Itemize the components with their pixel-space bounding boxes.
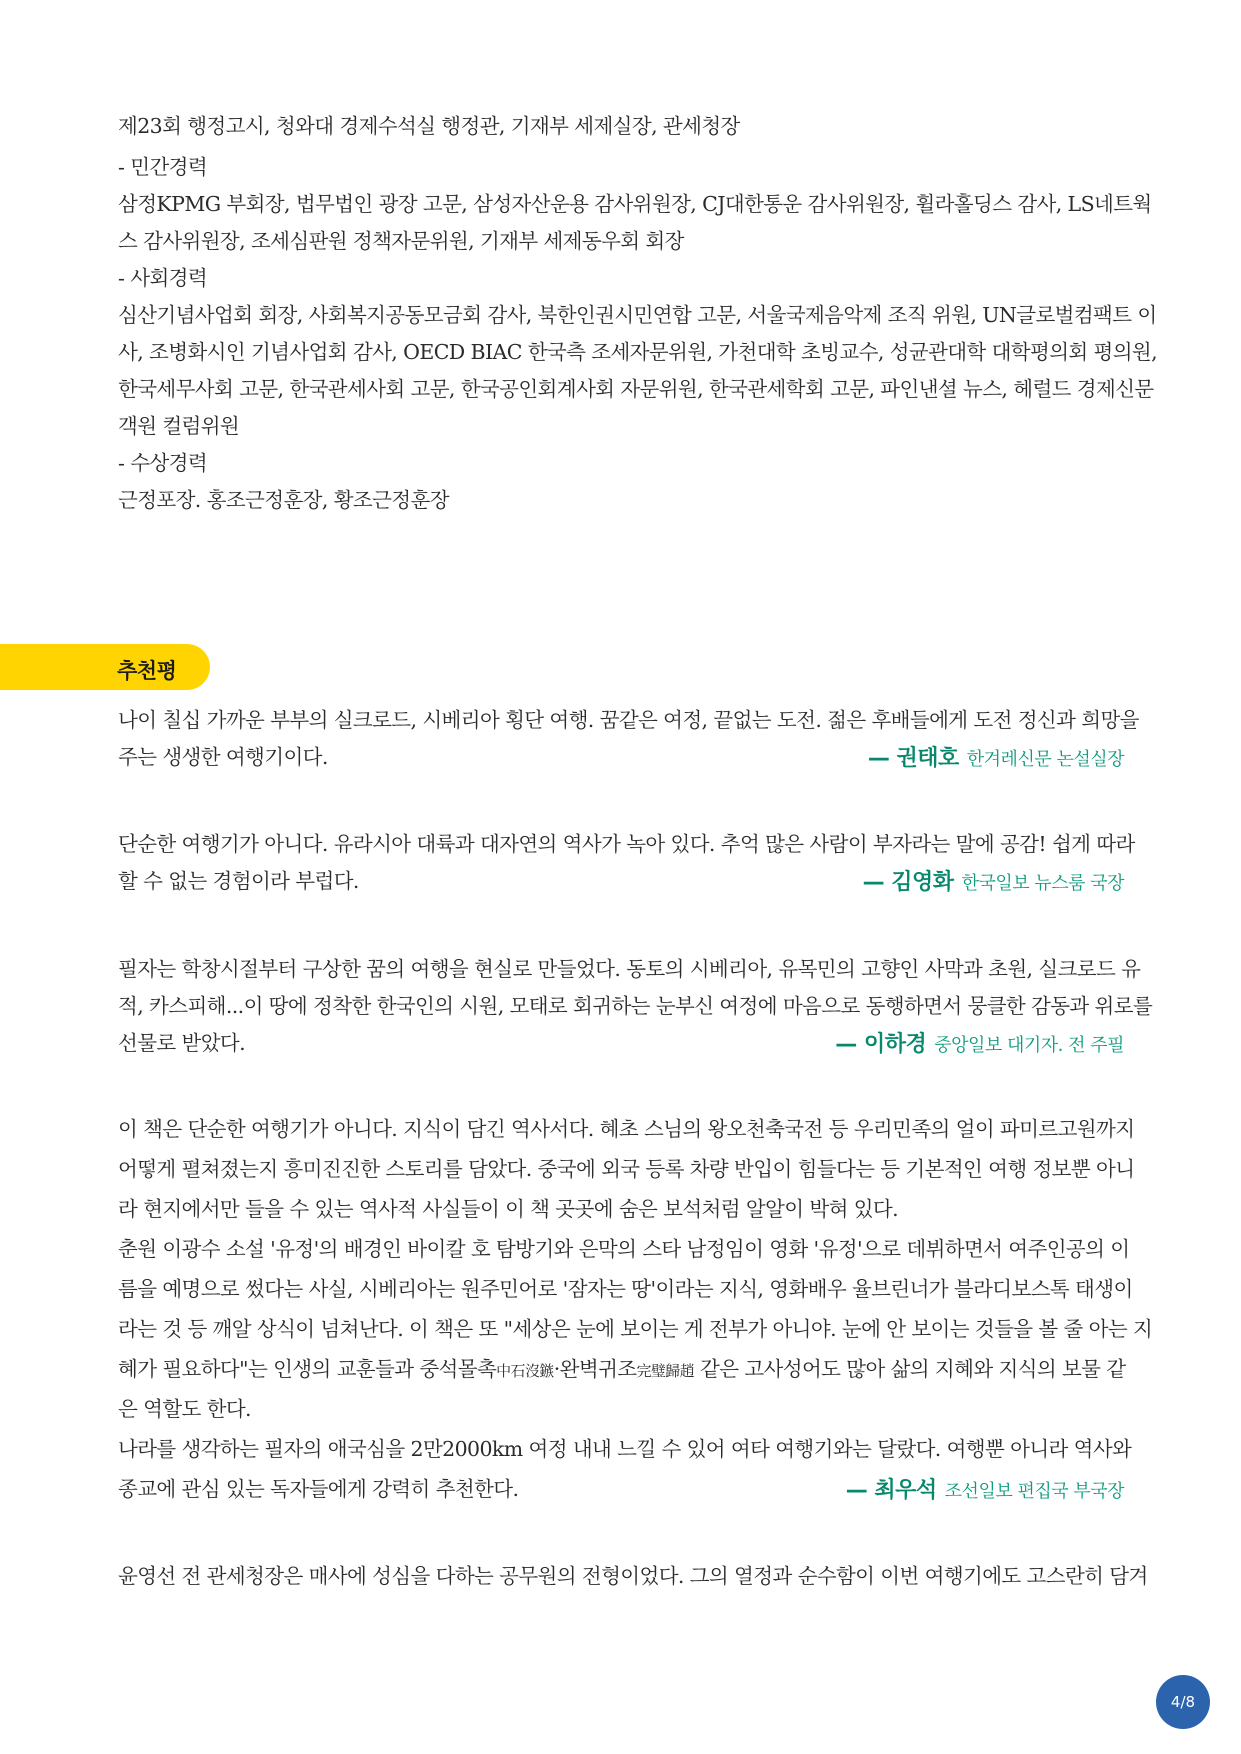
profile-text: 스 감사위원장, 조세심판원 정책자문위원, 기재부 세제동우회 회장 [118,229,684,253]
reviewer-name: — 최우석 [845,1478,937,1503]
reviewer-role: 조선일보 편집국 부국장 [944,1481,1124,1502]
review-text: 이 책은 단순한 여행기가 아니다. 지식이 담긴 역사서다. 혜초 스님의 왕오천축국전 등 우리민족의 얼이 파미르고원까지 [118,1117,1135,1141]
review-text: 라는 것 등 깨알 상식이 넘쳐난다. 이 책은 또 "세상은 눈에 보이는 게 전부가 아니야. 눈에 안 보이는 것들을 볼 줄 아는 지 [118,1317,1153,1341]
reviewer-role: 중앙일보 대기자. 전 주필 [934,1035,1124,1056]
review-text: 혜가 필요하다"는 인생의 교훈들과 중석몰촉中石沒鏃·완벽귀조完璧歸趙 같은 고사성어도 많아 삶의 지혜와 지식의 보물 같 [118,1357,1126,1381]
profile-text: 객원 컬럼위원 [118,414,240,438]
reviewer-name: — 김영화 [862,870,954,895]
review-text: 적, 카스피해...이 땅에 정착한 한국인의 시원, 모태로 회귀하는 눈부신 여정에 마음으로 동행하면서 뭉클한 감동과 위로를 [118,994,1153,1018]
review-text: 어떻게 펼쳐졌는지 흥미진진한 스토리를 담았다. 중국에 외국 등록 차량 반입이 힘들다는 등 기본적인 여행 정보뿐 아니 [118,1157,1135,1181]
review-text: 종교에 관심 있는 독자들에게 강력히 추천한다. [118,1477,519,1501]
profile-text: 삼정KPMG 부회장, 법무법인 광장 고문, 삼성자산운용 감사위원장, CJ대한통운 감사위원장, 휠라홀딩스 감사, LS네트웍 [118,192,1152,216]
review-text: 필자는 학창시절부터 구상한 꿈의 여행을 현실로 만들었다. 동토의 시베리아, 유목민의 고향인 사막과 초원, 실크로드 유 [118,957,1141,981]
page-indicator: 4/8 [1156,1675,1210,1729]
profile-text: 한국세무사회 고문, 한국관세사회 고문, 한국공인회계사회 자문위원, 한국관세학회 고문, 파인낸셜 뉴스, 헤럴드 경제신문 [118,377,1154,401]
private-career-heading: - 민간경력 [118,155,208,179]
review-text: 주는 생생한 여행기이다. [118,745,328,769]
hanja-text: 完璧歸趙 [636,1362,695,1380]
review-attribution [846,1473,1124,1504]
profile-text: 심산기념사업회 회장, 사회복지공동모금회 감사, 북한인권시민연합 고문, 서울국제음악제 조직 위원, UN글로벌컴팩트 이 [118,303,1157,327]
section-badge [0,644,210,690]
award-heading: - 수상경력 [118,451,208,475]
review-attribution [868,741,1124,772]
reviewer-role: 한국일보 뉴스룸 국장 [961,873,1124,894]
profile-text: 근정포장. 홍조근정훈장, 황조근정훈장 [118,488,449,512]
review-attribution [863,865,1124,896]
review-text: 춘원 이광수 소설 '유정'의 배경인 바이칼 호 탐방기와 은막의 스타 남정임이 영화 '유정'으로 데뷔하면서 여주인공의 이 [118,1237,1130,1261]
hanja-text: 中石沒鏃 [496,1362,554,1380]
social-career-heading: - 사회경력 [118,266,208,290]
reviewer-name: — 이하경 [835,1032,927,1057]
review-text: 선물로 받았다. [118,1031,246,1055]
review-text: 름을 예명으로 썼다는 사실, 시베리아는 원주민어로 '잠자는 땅'이라는 지식, 영화배우 율브린너가 블라디보스톡 태생이 [118,1277,1133,1301]
review-text: 라 현지에서만 들을 수 있는 역사적 사실들이 이 책 곳곳에 숨은 보석처럼 알알이 박혀 있다. [118,1197,899,1221]
review-text: 은 역할도 한다. [118,1397,251,1421]
section-title: 추천평 [117,659,177,683]
review-attribution [835,1027,1124,1058]
profile-text: 사, 조병화시인 기념사업회 감사, OECD BIAC 한국측 조세자문위원, 가천대학 초빙교수, 성균관대학 대학평의회 평의원, [118,340,1158,364]
review-text: 단순한 여행기가 아니다. 유라시아 대륙과 대자연의 역사가 녹아 있다. 추억 많은 사람이 부자라는 말에 공감! 쉽게 따라 [118,832,1135,856]
reviewer-role: 한겨레신문 논설실장 [966,749,1124,770]
reviewer-name: — 권태호 [867,746,959,771]
review-text: 나이 칠십 가까운 부부의 실크로드, 시베리아 횡단 여행. 꿈같은 여정, 끝없는 도전. 젊은 후배들에게 도전 정신과 희망을 [118,708,1139,732]
profile-text: 제23회 행정고시, 청와대 경제수석실 행정관, 기재부 세제실장, 관세청장 [118,114,740,138]
review-text: 나라를 생각하는 필자의 애국심을 2만2000km 여정 내내 느낄 수 있어 여타 여행기와는 달랐다. 여행뿐 아니라 역사와 [118,1437,1132,1461]
review-text: 윤영선 전 관세청장은 매사에 성심을 다하는 공무원의 전형이었다. 그의 열정과 순수함이 이번 여행기에도 고스란히 담겨 [118,1564,1148,1588]
review-text: 할 수 없는 경험이라 부럽다. [118,869,359,893]
